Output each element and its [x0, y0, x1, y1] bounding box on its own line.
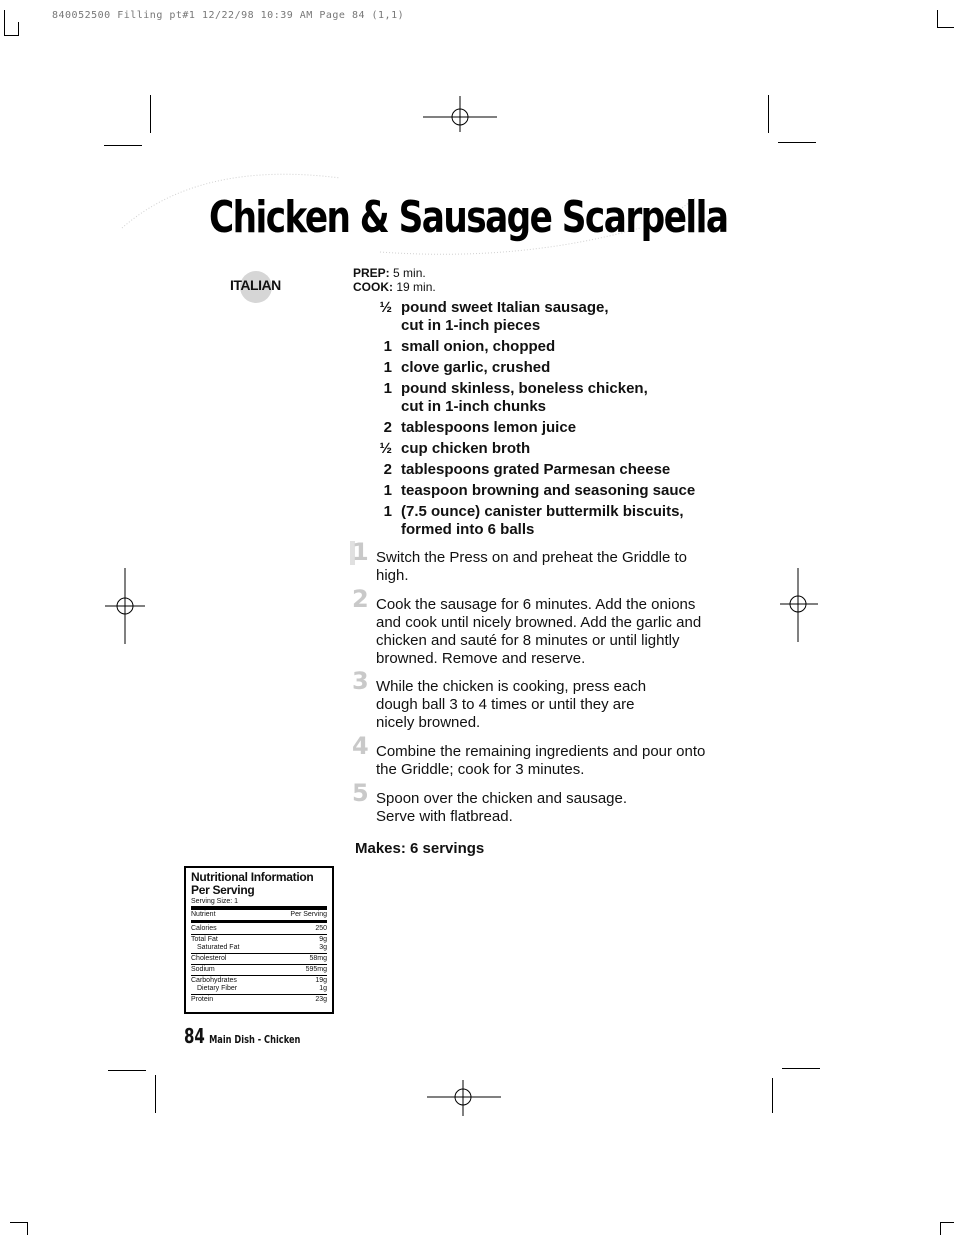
nutrition-heading: Nutritional Information — [191, 870, 314, 884]
section-name: Main Dish - Chicken — [209, 1033, 301, 1046]
ingredient-text: small onion, chopped — [401, 338, 556, 355]
nutrition-row — [191, 953, 327, 964]
serving-size: Serving Size: 1 — [191, 898, 239, 905]
ingredient-item — [353, 380, 666, 416]
ingredient-text: pound sweet Italian sausage, cut in 1-inch pieces — [401, 299, 609, 334]
print-slug: 840052500 Filling pt#1 12/22/98 10:39 AM Page 84 (1,1) — [52, 10, 405, 21]
nutrient-label: Total Fat — [191, 936, 218, 943]
recipe-title: Chicken & Sausage Scarpella — [209, 192, 728, 243]
ingredient-text: (7.5 ounce) canister buttermilk biscuits, formed into 6 balls — [401, 503, 684, 538]
nutrition-row — [191, 994, 327, 1005]
nutrient-label: Carbohydrates — [191, 977, 237, 984]
ingredient-item — [353, 503, 711, 539]
page-number: 84 — [184, 1024, 205, 1048]
nutrition-row — [191, 924, 327, 934]
nutrition-row — [191, 964, 327, 975]
nutrient-label: Calories — [191, 925, 217, 932]
nutrient-value: 23g — [315, 996, 327, 1003]
ingredient-item — [353, 299, 631, 335]
step-number: 5 — [352, 779, 369, 807]
prep-time: 5 min. — [393, 266, 426, 280]
nutrient-value: 19g — [315, 977, 327, 984]
nutrient-label: Sodium — [191, 966, 215, 973]
nutrition-row — [191, 934, 327, 953]
nutrition-header-row — [191, 911, 327, 919]
nutrient-value: 3g — [319, 944, 327, 951]
ingredient-qty: 1 — [383, 380, 392, 397]
step-number: 1 — [352, 538, 369, 566]
page-footer — [184, 1024, 300, 1048]
col-nutrient: Nutrient — [191, 911, 216, 918]
step-text: Switch the Press on and preheat the Griddle to high. — [376, 549, 688, 584]
ingredient-qty: ½ — [379, 299, 392, 316]
ingredient-item — [353, 482, 721, 500]
nutrient-value: 250 — [315, 925, 327, 932]
ingredient-qty: 1 — [383, 359, 392, 376]
cook-time: 19 min. — [396, 280, 436, 294]
step-text: Combine the remaining ingredients and pour onto the Griddle; cook for 3 minutes. — [376, 743, 706, 778]
nutrient-value: 9g — [319, 936, 327, 943]
ingredient-item — [353, 461, 721, 479]
nutrient-label: Saturated Fat — [197, 944, 240, 951]
step-number: 4 — [352, 732, 369, 760]
step-number: 2 — [352, 585, 369, 613]
ingredient-item — [353, 440, 721, 458]
col-per-serving: Per Serving — [290, 911, 327, 918]
nutrition-box — [184, 866, 334, 1014]
step-text: Spoon over the chicken and sausage. Serve with flatbread. — [376, 790, 628, 825]
nutrient-value: 595mg — [305, 966, 327, 973]
ingredient-text: cup chicken broth — [401, 440, 531, 457]
nutrition-rule — [191, 920, 327, 923]
nutrition-rule — [191, 906, 327, 910]
nutrient-label: Cholesterol — [191, 955, 227, 962]
nutrient-label: Protein — [191, 996, 214, 1003]
step-text: While the chicken is cooking, press each dough ball 3 to 4 times or until they are nicely browned. — [376, 678, 647, 731]
step-number: 3 — [352, 667, 369, 695]
prep-cook-times — [353, 266, 436, 294]
step-text: Cook the sausage for 6 minutes. Add the onions and cook until nicely browned. Add the garlic and chicken and sauté for 8 minutes or until lightly browned. Remove and reserve. — [376, 596, 702, 667]
ingredient-text: pound skinless, boneless chicken, cut in 1-inch chunks — [401, 380, 648, 415]
ingredient-qty: ½ — [379, 440, 392, 457]
nutrient-value: 1g — [319, 985, 327, 992]
ingredient-qty: 1 — [383, 503, 392, 520]
ingredient-text: tablespoons grated Parmesan cheese — [401, 461, 671, 478]
cook-label: COOK: — [353, 280, 393, 294]
nutrition-subheading: Per Serving — [191, 883, 255, 897]
ingredient-item — [353, 338, 721, 356]
ingredient-text: clove garlic, crushed — [401, 359, 551, 376]
prep-label: PREP: — [353, 266, 390, 280]
ingredient-qty: 2 — [383, 461, 392, 478]
nutrient-value: 58mg — [309, 955, 327, 962]
nutrient-label: Dietary Fiber — [197, 985, 238, 992]
cuisine-label: ITALIAN — [230, 277, 281, 293]
ingredient-text: tablespoons lemon juice — [401, 419, 577, 436]
ingredient-item — [353, 359, 721, 377]
ingredient-qty: 1 — [383, 338, 392, 355]
ingredient-text: teaspoon browning and seasoning sauce — [401, 482, 696, 499]
makes-servings: Makes: 6 servings — [355, 840, 485, 857]
ingredient-qty: 1 — [383, 482, 392, 499]
nutrition-row — [191, 975, 327, 994]
ingredient-qty: 2 — [383, 419, 392, 436]
ingredient-item — [353, 419, 721, 437]
